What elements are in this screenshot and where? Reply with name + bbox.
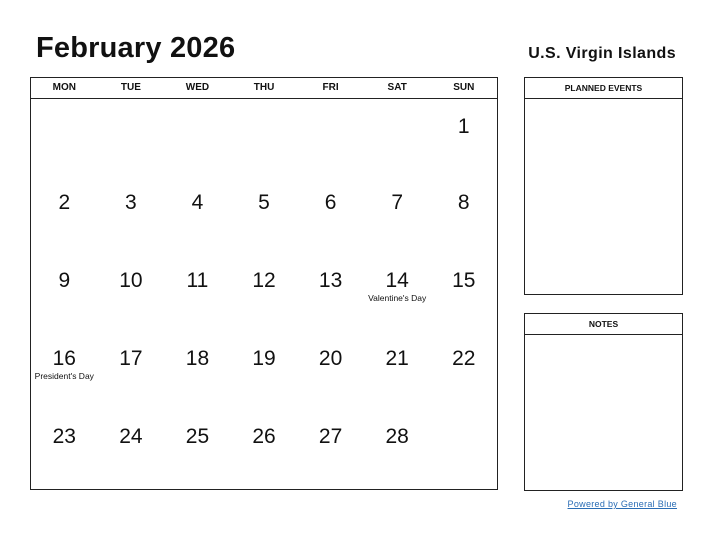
day-cell	[231, 177, 298, 255]
day-cell	[364, 177, 431, 255]
day-cell	[231, 99, 298, 177]
day-cell	[231, 255, 298, 333]
day-cell	[364, 255, 431, 333]
day-cell	[31, 99, 98, 177]
day-cell	[430, 333, 497, 411]
day-number: 22	[452, 347, 476, 370]
day-cell	[231, 411, 298, 489]
day-cell	[31, 177, 98, 255]
calendar-grid	[30, 77, 498, 490]
day-cell	[164, 177, 231, 255]
day-number: 28	[385, 425, 409, 448]
day-number: 7	[391, 191, 404, 214]
holiday-label: President's Day	[34, 371, 94, 381]
day-number: 6	[324, 191, 337, 214]
holiday-label: Valentine's Day	[368, 293, 427, 303]
day-cell	[297, 411, 364, 489]
day-number: 5	[258, 191, 270, 214]
day-cell	[297, 255, 364, 333]
weekday-mon: MON	[52, 82, 76, 93]
day-cell	[364, 99, 431, 177]
day-cell	[164, 333, 231, 411]
weekday-header	[31, 78, 497, 99]
day-number: 1	[457, 115, 470, 138]
day-cell	[98, 411, 165, 489]
day-cell	[98, 255, 165, 333]
day-number: 10	[119, 269, 143, 292]
week-row	[31, 177, 497, 255]
calendar-title: February 2026	[36, 32, 236, 64]
day-cell	[31, 411, 98, 489]
day-number: 13	[318, 269, 343, 292]
day-number: 21	[385, 347, 409, 370]
day-cell	[98, 177, 165, 255]
weekday-fri: FRI	[322, 82, 339, 93]
day-number: 12	[252, 269, 276, 292]
day-cell	[98, 99, 165, 177]
day-cell	[430, 255, 497, 333]
week-row	[31, 255, 497, 333]
day-cell	[430, 411, 497, 489]
day-cell	[297, 333, 364, 411]
day-number: 3	[125, 191, 137, 214]
day-cell	[430, 99, 497, 177]
day-number: 16	[52, 347, 76, 370]
day-cell	[164, 99, 231, 177]
day-number: 26	[252, 425, 276, 448]
weekday-wed: WED	[185, 82, 210, 93]
day-cell	[231, 333, 298, 411]
day-number: 20	[318, 347, 343, 370]
day-cell	[98, 333, 165, 411]
weekday-sun: SUN	[453, 82, 475, 93]
day-cell	[31, 255, 98, 333]
day-number: 17	[119, 347, 143, 370]
day-cell	[164, 255, 231, 333]
day-cell	[297, 177, 364, 255]
day-number: 23	[52, 425, 76, 448]
day-number: 18	[185, 347, 210, 370]
weekday-thu: THU	[253, 82, 275, 93]
powered-by-link[interactable]: Powered by General Blue	[567, 499, 677, 509]
planned-events-header: PLANNED EVENTS	[525, 78, 682, 99]
day-number: 2	[58, 191, 71, 214]
week-row	[31, 99, 497, 177]
week-row	[31, 333, 497, 411]
notes-header: NOTES	[525, 314, 682, 335]
day-number: 8	[457, 191, 470, 214]
day-grid	[31, 99, 497, 489]
day-number: 4	[191, 191, 204, 214]
day-cell	[164, 411, 231, 489]
week-row	[31, 411, 497, 489]
day-number: 15	[452, 269, 476, 292]
day-cell	[364, 333, 431, 411]
planned-events-panel	[524, 77, 683, 295]
region-name: U.S. Virgin Islands	[528, 45, 676, 62]
day-number: 24	[119, 425, 143, 448]
notes-panel	[524, 313, 683, 491]
day-cell	[31, 333, 98, 411]
day-cell	[430, 177, 497, 255]
day-number: 25	[185, 425, 210, 448]
day-cell	[297, 99, 364, 177]
day-number: 11	[186, 269, 209, 292]
day-number: 9	[58, 269, 71, 292]
day-number: 27	[318, 425, 343, 448]
day-number: 14	[385, 269, 409, 292]
weekday-sat: SAT	[387, 82, 407, 93]
weekday-tue: TUE	[120, 82, 141, 93]
day-cell	[364, 411, 431, 489]
day-number: 19	[252, 347, 276, 370]
